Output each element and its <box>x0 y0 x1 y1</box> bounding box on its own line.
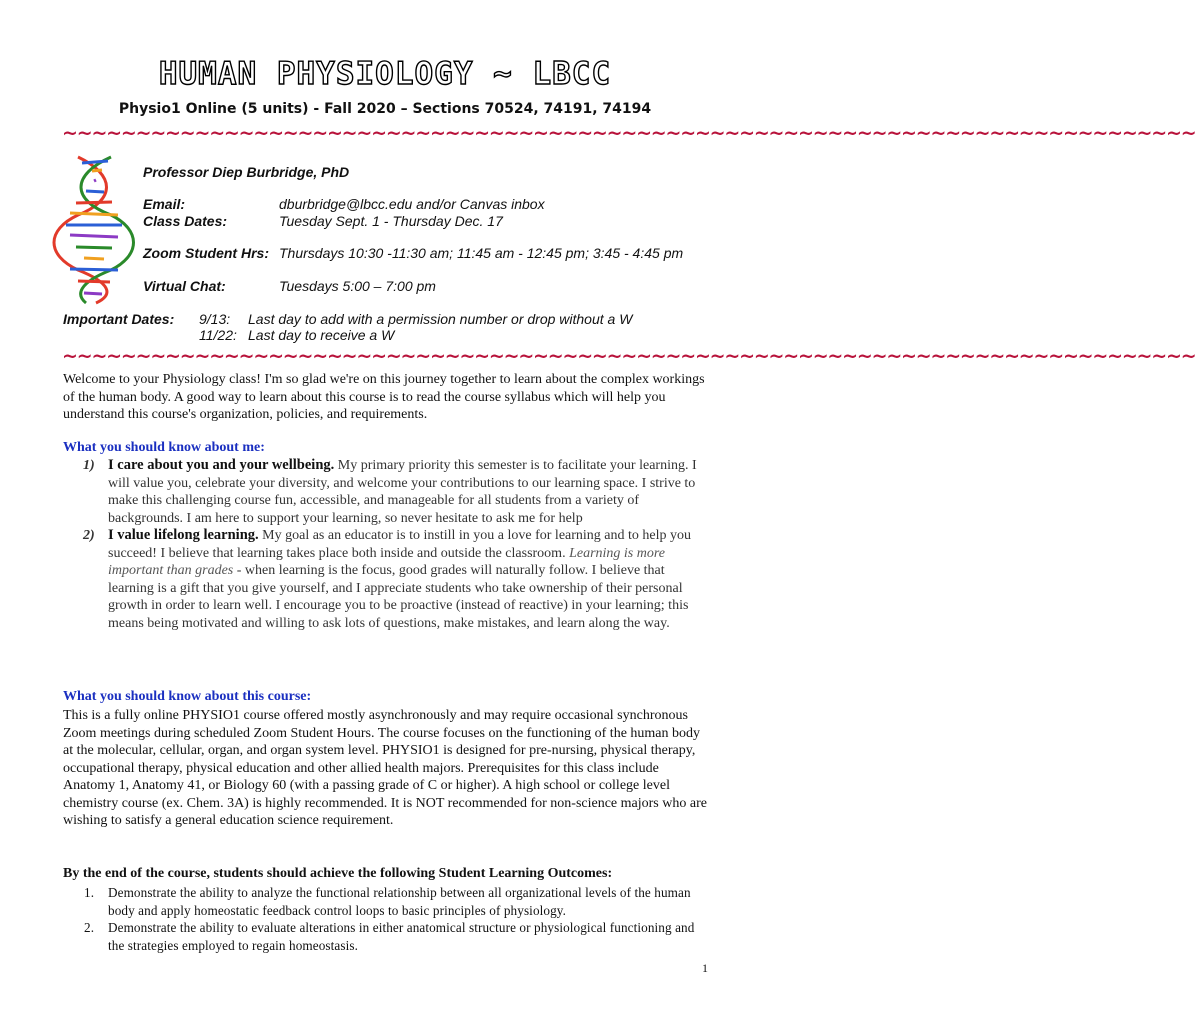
slo-text: Demonstrate the ability to evaluate alterations in either anatomical structure or physiological functioning and the strategies employed to regain homeostasis. <box>108 920 695 953</box>
about-me-list <box>63 457 708 632</box>
slo-item-1 <box>63 884 708 919</box>
slo-number: 1. <box>84 885 95 900</box>
slo-number: 2. <box>84 920 95 935</box>
item-lead: I care about you and your wellbeing. <box>108 457 335 473</box>
about-me-item-1 <box>63 457 708 527</box>
dna-helix-icon <box>56 155 132 305</box>
item-text-2: - when learning is the focus, good grades will naturally follow. I believe that learning is a gift that you give yourself, and I appreciate students who take ownership of their personal growth in order to learn well. I encourage you to be proactive (instead of reactive) in your learning; this means being motivated and willing to ask lots of questions, make mistakes, and learn along the way. <box>108 563 689 631</box>
document-title: HUMAN PHYSIOLOGY ~ LBCC <box>158 56 612 92</box>
zoom-hours-value: Thursdays 10:30 -11:30 am; 11:45 am - 12:45 pm; 3:45 - 4:45 pm <box>279 245 684 261</box>
item-italic: Learning is more important than grades <box>108 545 666 578</box>
course-subtitle: Physio1 Online (5 units) - Fall 2020 – Sections 70524, 74191, 74194 <box>118 101 652 117</box>
slo-item-2 <box>63 919 708 954</box>
important-date-1-text: Last day to add with a permission number or drop without a W <box>248 311 633 327</box>
class-dates-value: Tuesday Sept. 1 - Thursday Dec. 17 <box>279 213 503 229</box>
about-me-item-2 <box>63 527 708 632</box>
professor-name: Professor Diep Burbridge, PhD <box>143 164 350 180</box>
zoom-hours-label: Zoom Student Hrs: <box>143 245 269 261</box>
important-date-2-text: Last day to receive a W <box>248 327 395 343</box>
about-course-heading: What you should know about this course: <box>63 689 312 704</box>
virtual-chat-label: Virtual Chat: <box>143 278 226 294</box>
slo-text: Demonstrate the ability to analyze the functional relationship between all organizational levels of the human body and apply homeostatic feedback control loops to basic principles of physiology. <box>108 885 691 918</box>
slo-list <box>63 884 708 954</box>
important-date-2: 11/22: <box>199 327 237 343</box>
divider-top: ~~~~~~~~~~~~~~~~~~~~~~~~~~~~~~~~~~~~~~~~~~~~~~~~~~~~~~~~~~~~~~~~~~~~~~~~~~~~~ <box>62 122 1195 144</box>
email-value[interactable]: dburbridge@lbcc.edu and/or Canvas inbox <box>279 196 545 212</box>
important-dates-label: Important Dates: <box>63 311 175 327</box>
item-text: My goal as an educator is to instill in you a love for learning and to help you succeed! I believe that learning takes place both inside and outside the classroom. <box>108 528 692 561</box>
item-number: 2) <box>83 528 95 543</box>
email-label: Email: <box>143 196 186 212</box>
item-text: My primary priority this semester is to facilitate your learning. I will value you, celebrate your diversity, and welcome your contributions to our learning space. I strive to make this challenging course fun, accessible, and manageable for all students from a variety of backgrounds. I am here to support your learning, so never hesitate to ask me for help <box>108 458 697 526</box>
about-me-heading: What you should know about me: <box>63 440 265 455</box>
page-number: 1 <box>702 961 708 975</box>
important-date-1: 9/13: <box>199 311 231 327</box>
welcome-paragraph: Welcome to your Physiology class! I'm so glad we're on this journey together to learn about the complex workings of the human body. A good way to learn about this course is to read the course syllabus which will help you understand this course's organization, policies, and requirements. <box>63 372 705 422</box>
divider-bottom: ~~~~~~~~~~~~~~~~~~~~~~~~~~~~~~~~~~~~~~~~~~~~~~~~~~~~~~~~~~~~~~~~~~~~~~~~~~~~~ <box>62 345 1195 367</box>
slo-heading: By the end of the course, students should achieve the following Student Learning Outcomes: <box>63 866 613 881</box>
class-dates-label: Class Dates: <box>143 213 228 229</box>
item-number: 1) <box>83 458 95 473</box>
about-course-paragraph: This is a fully online PHYSIO1 course offered mostly asynchronously and may require occasional synchronous Zoom meetings during scheduled Zoom Student Hours. The course focuses on the functioning of the human body at the molecular, cellular, organ, and organ system level. PHYSIO1 is designed for pre-nursing, physical therapy, occupational therapy, physical education and other allied health majors. Prerequisites for this class include Anatomy 1, Anatomy 41, or Biology 60 (with a passing grade of C or higher). A high school or college level chemistry course (ex. Chem. 3A) is highly recommended. It is NOT recommended for non-science majors who are wishing to satisfy a general education science requirement. <box>63 708 707 828</box>
item-lead: I value lifelong learning. <box>108 527 259 543</box>
virtual-chat-value: Tuesdays 5:00 – 7:00 pm <box>279 278 436 294</box>
